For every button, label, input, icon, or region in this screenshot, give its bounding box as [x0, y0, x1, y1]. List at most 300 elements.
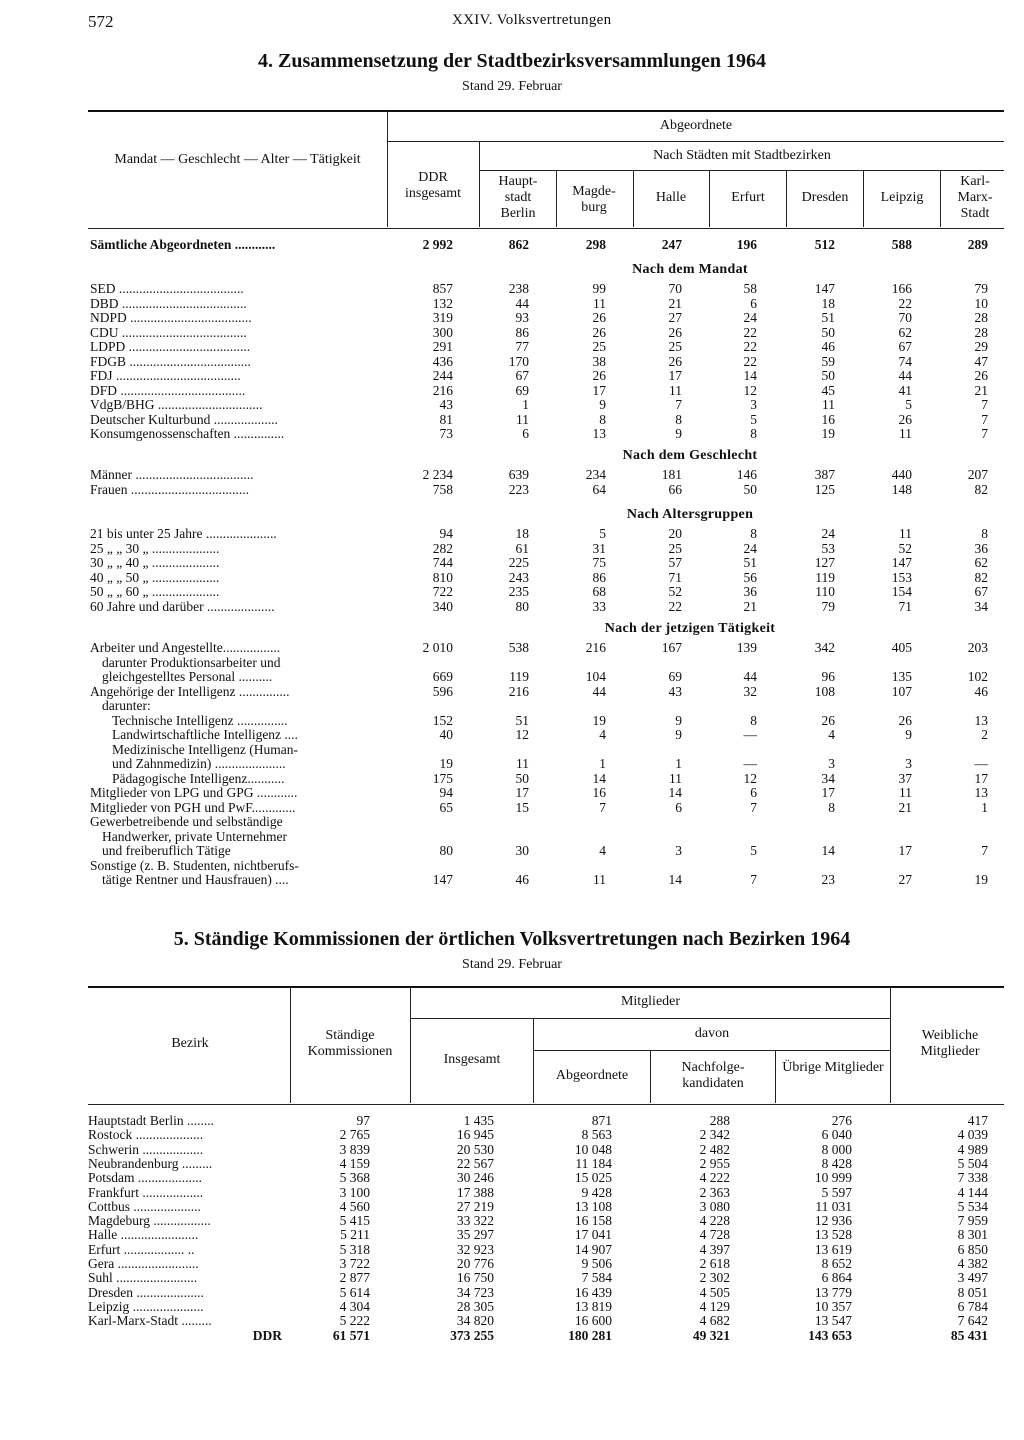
row-value: 243 — [508, 569, 529, 585]
row-value: 23 — [821, 872, 835, 887]
row-value: 34 723 — [456, 1284, 494, 1300]
row-value: 34 — [974, 598, 988, 614]
row-value: 24 — [743, 540, 757, 556]
row-value: 10 999 — [814, 1170, 852, 1186]
row-value: 107 — [891, 683, 912, 699]
row-value: 8 000 — [821, 1141, 852, 1157]
row-value: 5 — [750, 843, 757, 858]
table-row — [0, 656, 1024, 670]
table-row — [0, 757, 1024, 771]
table-row — [0, 427, 1024, 441]
row-value: 8 428 — [821, 1155, 852, 1171]
row-value: 5 534 — [957, 1198, 988, 1214]
row-label: Halle ....................... — [88, 1227, 199, 1243]
row-value: 16 945 — [456, 1127, 494, 1143]
row-value: 45 — [821, 382, 835, 398]
row-value: 40 — [439, 727, 453, 742]
row-value: 61 — [515, 540, 529, 556]
row-label: Frankfurt .................. — [88, 1184, 204, 1200]
table-row — [0, 1271, 1024, 1285]
row-value: 104 — [585, 669, 606, 684]
row-value: 153 — [891, 569, 912, 585]
table-row — [0, 1143, 1024, 1157]
row-value: 298 — [585, 237, 606, 252]
row-value: 5 597 — [821, 1184, 852, 1200]
row-value: 24 — [743, 310, 757, 325]
row-value: 46 — [821, 339, 835, 354]
row-value: 7 — [981, 426, 988, 441]
row-value: 4 682 — [699, 1313, 730, 1329]
row-value: 11 — [669, 382, 682, 398]
row-value: 6 784 — [957, 1298, 988, 1314]
row-value: 79 — [821, 598, 835, 614]
row-value: 30 — [515, 843, 529, 858]
row-value: 125 — [814, 481, 835, 497]
row-value: 58 — [743, 281, 757, 296]
row-value: 13 547 — [814, 1313, 852, 1329]
row-value: 11 — [899, 785, 912, 800]
table-row — [0, 585, 1024, 599]
row-label: CDU ..................................... — [90, 324, 247, 340]
col-header-erfurt: Erfurt — [731, 190, 765, 205]
row-value: 862 — [508, 237, 529, 252]
row-value: 300 — [432, 324, 453, 340]
row-value: 5 — [599, 526, 606, 541]
row-value: 44 — [898, 368, 912, 383]
row-label: 50 „ „ 60 „ .................... — [90, 584, 220, 599]
row-value: 13 528 — [814, 1227, 852, 1243]
row-label: DBD ..................................... — [90, 295, 247, 311]
row-value: 8 — [599, 411, 606, 427]
row-value: 7 642 — [957, 1313, 988, 1329]
table-row — [0, 398, 1024, 412]
row-label: Handwerker, private Unternehmer — [102, 828, 287, 844]
table-row — [0, 830, 1024, 844]
row-value: 8 — [981, 526, 988, 541]
row-value: 7 — [981, 411, 988, 427]
table4-col-divider — [940, 171, 941, 227]
t5-header-uebrige: Übrige Mitglieder — [782, 1060, 884, 1075]
row-value: 16 — [821, 411, 835, 427]
row-label: Leipzig ..................... — [88, 1298, 204, 1314]
row-value: 33 — [592, 598, 606, 614]
row-value: 2 618 — [699, 1256, 730, 1271]
row-label: Potsdam ................... — [88, 1170, 203, 1186]
row-value: 319 — [432, 310, 453, 325]
row-value: 13 108 — [574, 1198, 612, 1214]
row-value: 596 — [432, 683, 453, 699]
row-value: 417 — [967, 1113, 988, 1128]
row-value: 14 — [821, 843, 835, 858]
row-value: 7 — [981, 397, 988, 412]
row-value: 216 — [585, 640, 606, 655]
row-value: 41 — [898, 382, 912, 398]
row-value: 18 — [821, 295, 835, 311]
row-value: 291 — [432, 339, 453, 354]
row-label: Gera ........................ — [88, 1256, 199, 1271]
row-value: 5 — [750, 411, 757, 427]
row-value: 27 — [898, 872, 912, 887]
table4-group-rule — [388, 141, 1004, 142]
row-value: 13 779 — [814, 1284, 852, 1300]
row-value: 8 — [750, 712, 757, 728]
row-value: 44 — [592, 683, 606, 699]
table-row — [0, 1171, 1024, 1185]
section-heading: Nach der jetzigen Tätigkeit — [604, 621, 776, 636]
row-value: 50 — [821, 324, 835, 340]
row-value: 148 — [891, 481, 912, 497]
row-value: 203 — [967, 640, 988, 655]
row-value: 2 302 — [699, 1270, 730, 1286]
row-label: Karl-Marx-Stadt ......... — [88, 1313, 212, 1329]
row-value: 9 — [675, 712, 682, 728]
row-value: 102 — [967, 669, 988, 684]
row-value: 8 652 — [821, 1256, 852, 1271]
row-label: Angehörige der Intelligenz ............... — [90, 683, 290, 699]
row-value: 4 222 — [699, 1170, 730, 1186]
row-value: 14 — [668, 872, 682, 887]
row-value: 22 — [898, 295, 912, 311]
row-value: 512 — [814, 237, 835, 252]
row-value: — — [974, 756, 988, 771]
row-value: 588 — [891, 237, 912, 252]
t5-header-mitglieder: Mitglieder — [620, 994, 681, 1009]
table-row — [0, 355, 1024, 369]
row-value: 26 — [974, 368, 988, 383]
table5-top-rule — [88, 986, 1004, 988]
row-value: 3 722 — [339, 1256, 370, 1271]
table-row — [0, 542, 1024, 556]
table-row — [0, 844, 1024, 858]
table-row — [0, 600, 1024, 614]
row-value: 2 877 — [339, 1270, 370, 1286]
t5-header-abgeordnete: Abgeordnete — [555, 1068, 629, 1083]
row-value: 216 — [432, 382, 453, 398]
table-row — [0, 326, 1024, 340]
row-value: 49 321 — [692, 1327, 730, 1343]
row-value: 26 — [898, 411, 912, 427]
row-value: 25 — [592, 339, 606, 354]
row-value: — — [743, 756, 757, 771]
table5-col-divider — [775, 1051, 776, 1103]
row-label: DDR — [252, 1327, 282, 1343]
table5-subgroup-rule — [534, 1050, 890, 1051]
row-value: 119 — [815, 569, 835, 585]
table-row — [0, 670, 1024, 684]
row-value: 639 — [508, 467, 529, 482]
table5-col-divider — [890, 987, 891, 1103]
row-value: 342 — [814, 640, 835, 655]
table-row — [0, 413, 1024, 427]
row-label: 21 bis unter 25 Jahre ..................... — [90, 526, 277, 541]
row-value: 6 850 — [957, 1241, 988, 1257]
row-value: 744 — [432, 555, 453, 570]
row-value: 166 — [891, 281, 912, 296]
row-value: 225 — [508, 555, 529, 570]
row-value: 9 — [599, 397, 606, 412]
row-value: 32 923 — [456, 1241, 494, 1257]
row-value: 46 — [515, 872, 529, 887]
row-value: 20 530 — [456, 1141, 494, 1157]
row-value: 28 — [974, 324, 988, 340]
table-row — [0, 1300, 1024, 1314]
row-value: 216 — [508, 683, 529, 699]
row-value: 147 — [814, 281, 835, 296]
table5-subtitle: Stand 29. Februar — [462, 957, 562, 972]
row-value: 15 025 — [574, 1170, 612, 1186]
table-row — [0, 369, 1024, 383]
row-value: 4 228 — [699, 1213, 730, 1229]
row-value: 538 — [508, 640, 529, 655]
row-value: 440 — [891, 467, 912, 482]
row-value: 27 219 — [456, 1198, 494, 1214]
row-value: 373 255 — [450, 1327, 494, 1343]
row-value: 75 — [592, 555, 606, 570]
row-value: 288 — [709, 1113, 730, 1128]
row-label: Erfurt .................. .. — [88, 1241, 195, 1257]
row-value: 405 — [891, 640, 912, 655]
row-value: 4 039 — [957, 1127, 988, 1143]
row-value: 68 — [592, 584, 606, 599]
row-value: 26 — [821, 712, 835, 728]
row-value: 50 — [821, 368, 835, 383]
col-header-ddr: DDR insgesamt — [405, 170, 461, 201]
table-row — [0, 772, 1024, 786]
row-value: 44 — [515, 295, 529, 311]
row-value: 7 338 — [957, 1170, 988, 1186]
table4-subtitle: Stand 29. Februar — [462, 79, 562, 94]
row-value: 65 — [439, 799, 453, 815]
row-value: 669 — [432, 669, 453, 684]
row-value: 70 — [898, 310, 912, 325]
row-value: 16 750 — [456, 1270, 494, 1286]
table-row — [0, 815, 1024, 829]
row-value: 37 — [898, 770, 912, 786]
page-number: 572 — [88, 12, 114, 31]
row-value: 2 955 — [699, 1155, 730, 1171]
row-value: 67 — [515, 368, 529, 383]
row-value: 119 — [509, 669, 529, 684]
row-label: Sämtliche Abgeordneten ............ — [90, 237, 276, 252]
row-value: 19 — [974, 872, 988, 887]
row-value: 22 — [668, 598, 682, 614]
row-value: 7 — [675, 397, 682, 412]
row-value: 207 — [967, 467, 988, 482]
table-row — [0, 641, 1024, 655]
col-header-karl-marx-stadt: Karl- Marx- Stadt — [957, 174, 993, 221]
t5-header-weibliche: Weibliche Mitglieder — [920, 1028, 980, 1059]
row-value: 94 — [439, 526, 453, 541]
row-value: 247 — [661, 237, 682, 252]
row-value: 8 563 — [581, 1127, 612, 1143]
table-row — [0, 1114, 1024, 1128]
table4-col-divider — [786, 171, 787, 227]
section-heading: Nach dem Geschlecht — [622, 448, 758, 463]
table-row — [0, 384, 1024, 398]
row-value: 8 051 — [957, 1284, 988, 1300]
row-label: Männer ................................... — [90, 467, 254, 482]
row-value: 7 — [750, 799, 757, 815]
table5-col-divider — [650, 1051, 651, 1103]
section-heading: Nach dem Mandat — [632, 262, 748, 277]
row-value: 11 184 — [575, 1155, 612, 1171]
row-value: 17 — [668, 368, 682, 383]
row-label: Suhl ........................ — [88, 1270, 198, 1286]
table-row — [0, 1257, 1024, 1271]
row-value: 127 — [814, 555, 835, 570]
table4-subgroup-header: Nach Städten mit Stadtbezirken — [653, 148, 831, 163]
row-value: 82 — [974, 569, 988, 585]
table4-top-rule — [88, 110, 1004, 112]
row-value: 2 010 — [422, 640, 453, 655]
row-value: 2 992 — [422, 237, 453, 252]
row-value: 43 — [439, 397, 453, 412]
row-value: 9 — [905, 727, 912, 742]
row-label: und Zahnmedizin) ..................... — [112, 756, 286, 771]
table-row — [0, 1286, 1024, 1300]
row-value: 71 — [668, 569, 682, 585]
t5-header-bezirk: Bezirk — [171, 1036, 209, 1051]
row-value: 17 — [515, 785, 529, 800]
row-value: 69 — [668, 669, 682, 684]
row-label: LDPD .................................... — [90, 339, 251, 354]
row-value: 11 — [822, 397, 835, 412]
row-value: 80 — [515, 598, 529, 614]
row-value: 13 — [974, 785, 988, 800]
table-row — [0, 1243, 1024, 1257]
row-value: 6 — [675, 799, 682, 815]
row-value: 11 — [593, 872, 606, 887]
row-value: 857 — [432, 281, 453, 296]
row-value: 4 989 — [957, 1141, 988, 1157]
row-value: 154 — [891, 584, 912, 599]
row-label: SED ..................................... — [90, 281, 244, 296]
row-value: 8 — [828, 799, 835, 815]
row-value: 3 — [905, 756, 912, 771]
row-value: 82 — [974, 481, 988, 497]
row-label: Gewerbetreibende und selbständige — [90, 814, 283, 829]
row-value: 16 439 — [574, 1284, 612, 1300]
row-label: Magdeburg ................. — [88, 1213, 211, 1229]
row-value: 12 936 — [814, 1213, 852, 1229]
col-header-halle: Halle — [655, 190, 687, 205]
row-value: 19 — [821, 426, 835, 441]
row-value: 22 — [743, 353, 757, 369]
row-label: DFD ..................................... — [90, 382, 246, 398]
row-value: 9 — [675, 727, 682, 742]
row-value: 147 — [432, 872, 453, 887]
row-value: 7 959 — [957, 1213, 988, 1229]
row-value: 170 — [508, 353, 529, 369]
table-row — [0, 340, 1024, 354]
row-value: 26 — [592, 368, 606, 383]
row-value: 10 357 — [814, 1298, 852, 1314]
row-value: 51 — [743, 555, 757, 570]
row-label: Mitglieder von PGH und PwF............. — [90, 799, 296, 815]
row-value: 11 — [593, 295, 606, 311]
row-label: Hauptstadt Berlin ........ — [88, 1113, 214, 1128]
row-value: 2 — [981, 727, 988, 742]
row-value: 66 — [668, 481, 682, 497]
table-row — [0, 311, 1024, 325]
t5-header-nachfolge: Nachfolge- kandidaten — [681, 1060, 745, 1091]
table-row — [0, 527, 1024, 541]
row-value: 16 — [592, 785, 606, 800]
table-row — [0, 483, 1024, 497]
row-value: 13 619 — [814, 1241, 852, 1257]
row-label: Rostock .................... — [88, 1127, 204, 1143]
row-value: 38 — [592, 353, 606, 369]
row-value: 21 — [898, 799, 912, 815]
row-value: 29 — [974, 339, 988, 354]
row-value: 97 — [356, 1113, 370, 1128]
row-value: 43 — [668, 683, 682, 699]
row-label: Medizinische Intelligenz (Human- — [112, 741, 298, 757]
row-label: Konsumgenossenschaften ............... — [90, 426, 285, 441]
row-value: 19 — [439, 756, 453, 771]
row-value: 8 — [750, 526, 757, 541]
row-value: 94 — [439, 785, 453, 800]
row-value: 238 — [508, 281, 529, 296]
row-value: 223 — [508, 481, 529, 497]
t5-header-kommissionen: Ständige Kommissionen — [307, 1028, 393, 1059]
t5-header-insgesamt: Insgesamt — [443, 1052, 501, 1067]
row-value: 86 — [592, 569, 606, 585]
table4-col-divider — [633, 171, 634, 227]
row-value: 7 — [750, 872, 757, 887]
row-value: 2 765 — [339, 1127, 370, 1143]
row-value: 70 — [668, 281, 682, 296]
row-value: 143 653 — [808, 1327, 852, 1343]
row-value: 12 — [743, 382, 757, 398]
row-value: 4 159 — [339, 1155, 370, 1171]
row-value: 50 — [515, 770, 529, 786]
row-value: 6 — [750, 785, 757, 800]
row-label: Arbeiter und Angestellte................. — [90, 640, 281, 655]
row-value: 8 — [675, 411, 682, 427]
table5-group-rule — [411, 1018, 890, 1019]
row-value: 6 — [522, 426, 529, 441]
row-value: 96 — [821, 669, 835, 684]
row-value: 34 — [821, 770, 835, 786]
row-value: 1 — [981, 799, 988, 815]
row-value: 26 — [668, 324, 682, 340]
row-value: 6 864 — [821, 1270, 852, 1286]
row-value: 167 — [661, 640, 682, 655]
row-value: 5 614 — [339, 1284, 370, 1300]
table4-stub-header: Mandat — Geschlecht — Alter — Tätigkeit — [114, 152, 361, 167]
row-value: 196 — [736, 237, 757, 252]
row-value: 85 431 — [950, 1327, 988, 1343]
row-value: 4 728 — [699, 1227, 730, 1243]
row-value: 7 — [981, 843, 988, 858]
row-value: 24 — [821, 526, 835, 541]
row-value: 16 158 — [574, 1213, 612, 1229]
row-value: 26 — [668, 353, 682, 369]
row-label: Pädagogische Intelligenz........... — [112, 770, 285, 786]
row-value: 276 — [831, 1113, 852, 1128]
row-value: 6 — [750, 295, 757, 311]
row-value: 77 — [515, 339, 529, 354]
row-value: 146 — [736, 467, 757, 482]
row-value: 52 — [898, 540, 912, 556]
row-value: 20 — [668, 526, 682, 541]
table-row — [0, 859, 1024, 873]
row-value: 34 820 — [456, 1313, 494, 1329]
row-value: 3 839 — [339, 1141, 370, 1157]
table4-col-divider — [863, 171, 864, 227]
row-value: 17 041 — [574, 1227, 612, 1243]
